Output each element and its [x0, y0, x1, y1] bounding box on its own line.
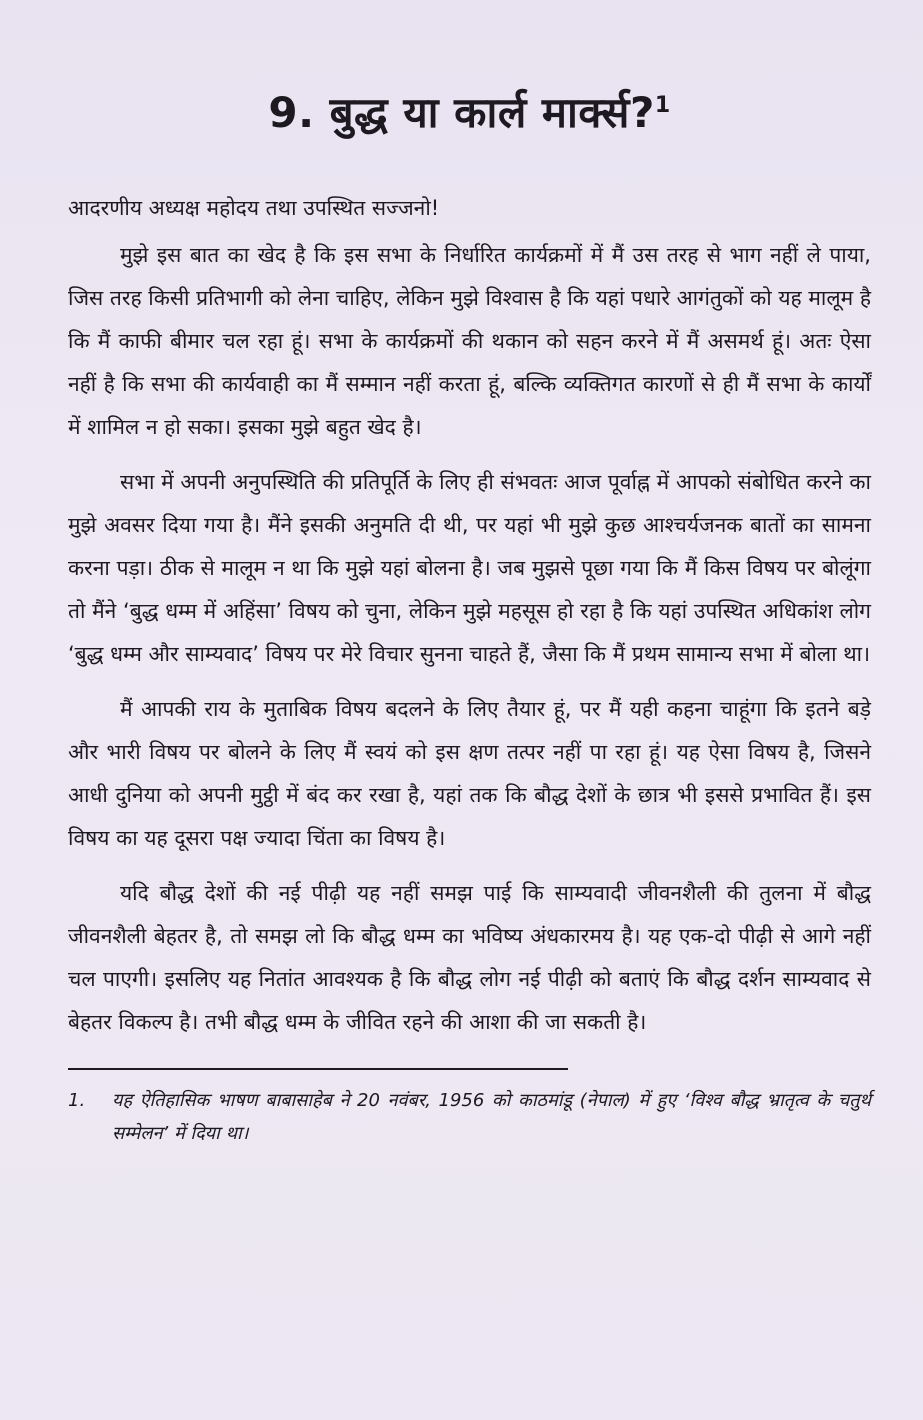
paragraph-4: यदि बौद्ध देशों की नई पीढ़ी यह नहीं समझ पाई कि साम्यवादी जीवनशैली की तुलना में बौद्ध जीवनशैली बेहतर है, तो समझ लो कि बौद्ध धम्म का भविष्य अंधकारमय है। यह एक-दो पीढ़ी से आगे नहीं चल पाएगी। इसलिए यह नितांत आवश्यक है कि बौद्ध लोग नई पीढ़ी को बताएं कि बौद्ध दर्शन साम्यवाद से बेहतर विकल्प है। तभी बौद्ध धम्म के जीवित रहने की आशा की जा सकती है। — [68, 881, 871, 1035]
footnote-divider — [68, 1068, 568, 1070]
footnote — [68, 1084, 871, 1150]
chapter-title-text: 9. बुद्ध या कार्ल मार्क्स? — [268, 88, 655, 137]
salutation: आदरणीय अध्यक्ष महोदय तथा उपस्थित सज्जनो! — [68, 196, 440, 221]
footnote-reference: 1 — [654, 93, 671, 118]
paragraph-2: सभा में अपनी अनुपस्थिति की प्रतिपूर्ति के लिए ही संभवतः आज पूर्वाह्न में आपको संबोधित करने का मुझे अवसर दिया गया है। मैंने इसकी अनुमति दी थी, पर यहां भी मुझे कुछ आश्चर्यजनक बातों का सामना करना पड़ा। ठीक से मालूम न था कि मुझे यहां बोलना है। जब मुझसे पूछा गया कि मैं किस विषय पर बोलूंगा तो मैंने ‘बुद्ध धम्म में अहिंसा’ विषय को चुना, लेकिन मुझे महसूस हो रहा है कि यहां उपस्थित अधिकांश लोग ‘बुद्ध धम्म और साम्यवाद’ विषय पर मेरे विचार सुनना चाहते हैं, जैसा कि मैं प्रथम सामान्य सभा में बोला था। — [68, 470, 871, 667]
chapter-title — [68, 88, 871, 138]
footnote-text: यह ऐतिहासिक भाषण बाबासाहेब ने 20 नवंबर, 1956 को काठमांडू (नेपाल) में हुए ‘विश्व बौद्ध भ्रातृत्व के चतुर्थ सम्मेलन’ में दिया था। — [112, 1090, 872, 1145]
paragraph-1: मुझे इस बात का खेद है कि इस सभा के निर्धारित कार्यक्रमों में मैं उस तरह से भाग नहीं ले पाया, जिस तरह किसी प्रतिभागी को लेना चाहिए, लेकिन मुझे विश्वास है कि यहां पधारे आगंतुकों को यह मालूम है कि मैं काफी बीमार चल रहा हूं। सभा के कार्यक्रमों की थकान को सहन करने में मैं असमर्थ हूं। अतः ऐसा नहीं है कि सभा की कार्यवाही का मैं सम्मान नहीं करता हूं, बल्कि व्यक्तिगत कारणों से ही मैं सभा के कार्यों में शामिल न हो सका। इसका मुझे बहुत खेद है। — [68, 243, 871, 440]
paragraph-3: मैं आपकी राय के मुताबिक विषय बदलने के लिए तैयार हूं, पर मैं यही कहना चाहूंगा कि इतने बड़े और भारी विषय पर बोलने के लिए मैं स्वयं को इस क्षण तत्पर नहीं पा रहा हूं। यह ऐसा विषय है, जिसने आधी दुनिया को अपनी मुट्ठी में बंद कर रखा है, यहां तक कि बौद्ध देशों के छात्र भी इससे प्रभावित हैं। इस विषय का यह दूसरा पक्ष ज्यादा चिंता का विषय है। — [68, 697, 871, 851]
footnote-number: 1. — [68, 1090, 86, 1112]
